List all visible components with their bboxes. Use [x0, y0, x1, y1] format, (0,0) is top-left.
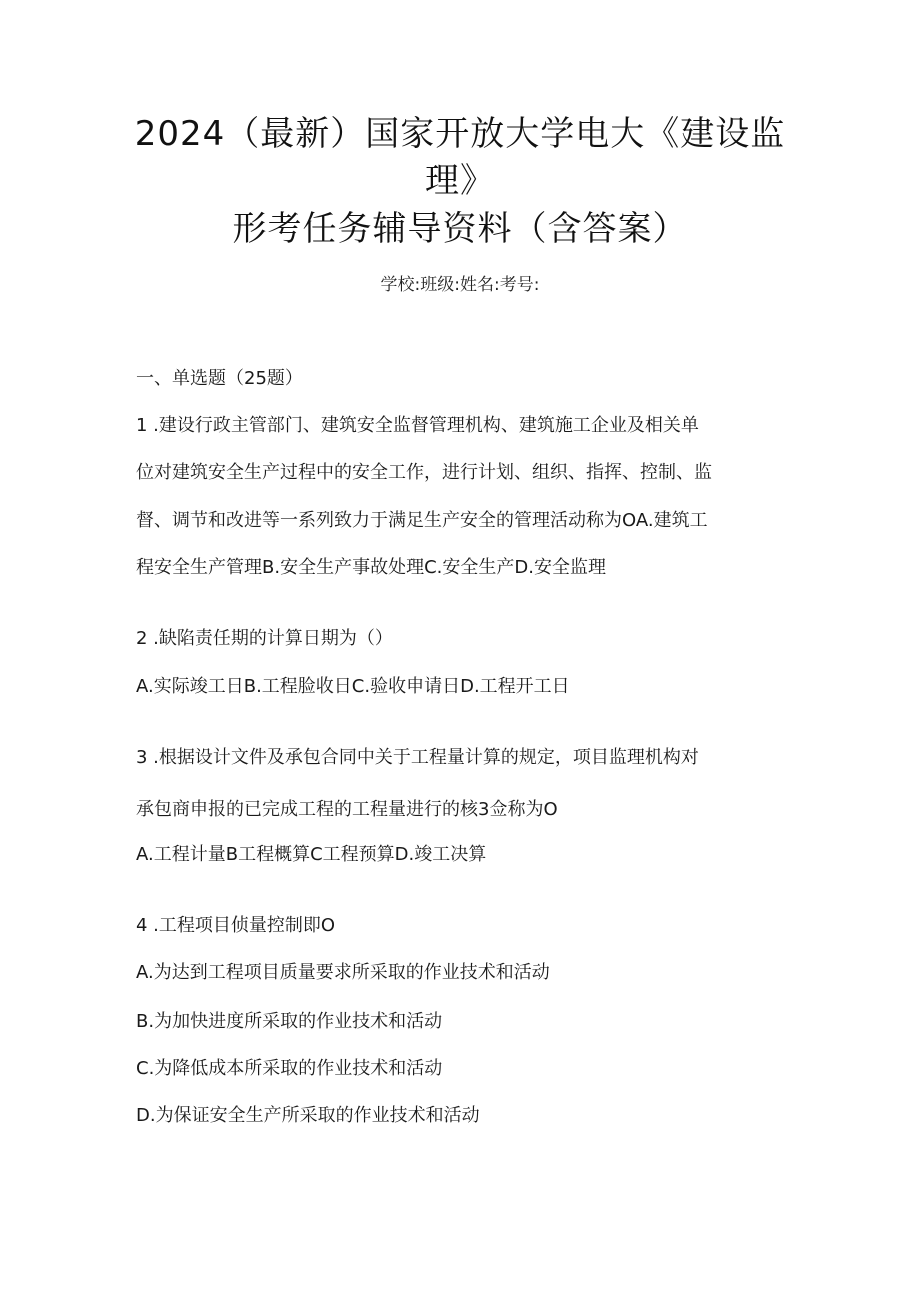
section-heading: 一、单选题（25题） — [136, 368, 303, 389]
question-4-option-d: D.为保证安全生产所采取的作业技术和活动 — [136, 1105, 480, 1126]
document-title-line-3: 形考任务辅导资料（含答案） — [232, 209, 688, 249]
question-4-option-c: C.为降低成本所采取的作业技术和活动 — [136, 1058, 443, 1079]
student-info-line: 学校:班级:姓名:考号: — [380, 275, 540, 295]
question-1-line-1: 1 .建设行政主管部门、建筑安全监督管理机构、建筑施工企业及相关单 — [136, 415, 699, 436]
question-4-option-a: A.为达到工程项目质量要求所采取的作业技术和活动 — [136, 962, 550, 983]
document-title-line-2: 理》 — [425, 161, 495, 201]
question-2-line-2: A.实际竣工日B.工程脸收日C.验收申请日D.工程开工日 — [136, 676, 570, 697]
question-2-line-1: 2 .缺陷责任期的计算日期为（） — [136, 628, 393, 649]
question-1-line-2: 位对建筑安全生产过程中的安全工作，进行计划、组织、指挥、控制、监 — [136, 462, 712, 483]
question-4-option-b: B.为加快进度所采取的作业技术和活动 — [136, 1011, 443, 1032]
question-1-line-4: 程安全生产管理B.安全生产事故处理C.安全生产D.安全监理 — [136, 557, 606, 578]
document-title-line-1: 2024（最新）国家开放大学电大《建设监 — [134, 114, 786, 154]
question-3-line-2: 承包商申报的已完成工程的工程量进行的核3佥称为O — [136, 799, 558, 820]
question-1-line-3: 督、调节和改进等一系列致力于满足生产安全的管理活动称为OA.建筑工 — [136, 510, 708, 531]
question-3-line-1: 3 .根据设计文件及承包合同中关于工程量计算的规定，项目监理机构对 — [136, 747, 699, 768]
question-3-line-3: A.工程计量B工程概算C工程预算D.竣工决算 — [136, 844, 487, 865]
question-4-line-1: 4 .工程项目侦量控制即O — [136, 915, 336, 936]
